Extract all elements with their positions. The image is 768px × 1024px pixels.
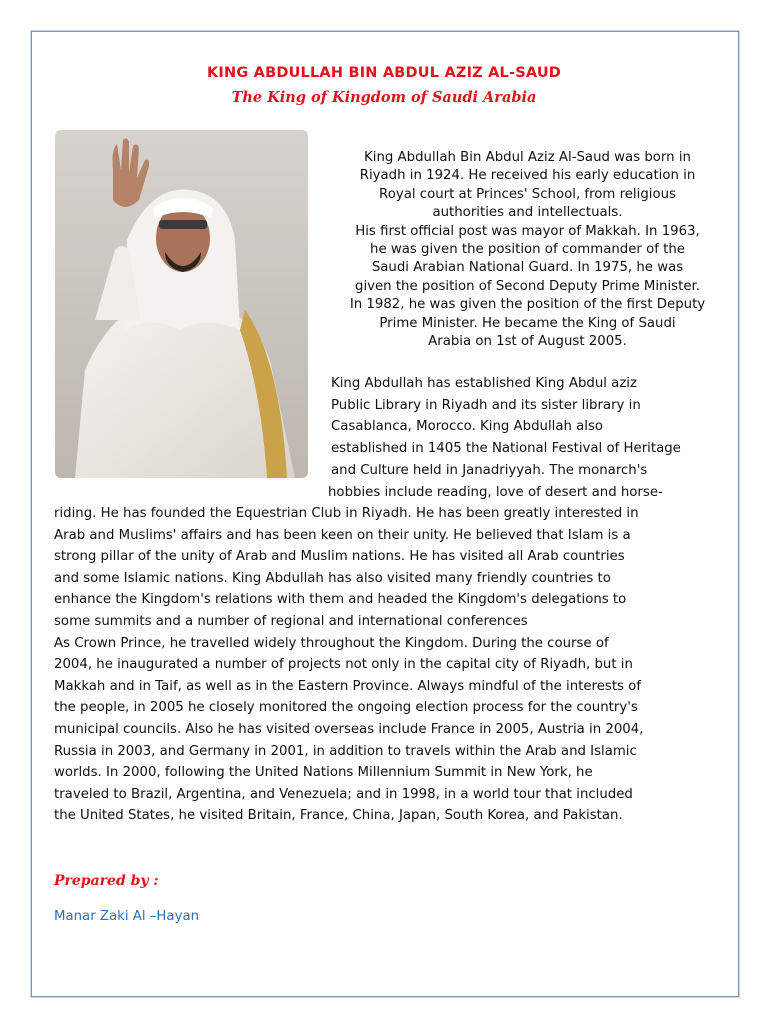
author-name: Manar Zaki Al –Hayan [54,909,200,924]
intro-line: Royal court at Princes' School, from religious [379,186,676,202]
body-line: 2004, he inaugurated a number of projects not only in the capital city of Riyadh, but in [54,657,633,673]
document-subtitle: The King of Kingdom of Saudi Arabia [231,89,537,106]
body-line: As Crown Prince, he travelled widely throughout the Kingdom. During the course of [54,635,609,651]
intro-line: In 1982, he was given the position of the first Deputy [349,297,706,313]
body-line: Russia in 2003, and Germany in 2001, in addition to travels within the Arab and Islamic [54,743,637,759]
body-line: some summits and a number of regional and international conferences [54,613,528,629]
intro-line: Arabia on 1st of August 2005. [428,334,627,350]
intro-paragraph [330,149,725,351]
portrait-illustration [55,130,308,478]
portrait-photo [55,130,308,478]
body-line: strong pillar of the unity of Arab and Muslim nations. He has visited all Arab countries [54,549,625,565]
intro-line: Saudi Arabian National Guard. In 1975, he was [371,260,684,276]
document-title: KING ABDULLAH BIN ABDUL AZIZ AL-SAUD [206,65,562,81]
body-line: the people, in 2005 he closely monitored the ongoing election process for the country's [54,700,638,716]
body-line: Arab and Muslims' affairs and has been keen on their unity. He believed that Islam is a [54,527,631,543]
library-paragraph [328,373,731,503]
body-line: the United States, he visited Britain, France, China, Japan, South Korea, and Pakistan. [54,808,623,824]
body-line: Public Library in Riyadh and its sister library in [331,397,641,413]
intro-line: Prime Minister. He became the King of Saudi [379,315,676,331]
intro-line: given the position of Second Deputy Prime Minister. [355,278,700,294]
intro-line: His first official post was mayor of Makkah. In 1963, [355,223,700,239]
body-line: hobbies include reading, love of desert and horse- [328,484,663,500]
intro-line: authorities and intellectuals. [432,205,623,221]
body-line: Casablanca, Morocco. King Abdullah also [331,419,604,435]
prepared-by-label: Prepared by : [54,873,159,889]
body-line: Makkah and in Taif, as well as in the Eastern Province. Always mindful of the interests of [54,678,641,694]
body-line: riding. He has founded the Equestrian Club in Riyadh. He has been greatly interested in [54,506,639,521]
intro-line: he was given the position of commander of the [370,242,685,258]
body-line: King Abdullah has established King Abdul aziz [331,376,637,391]
body-line: worlds. In 2000, following the United Nations Millennium Summit in New York, he [54,765,593,781]
intro-line: Riyadh in 1924. He received his early education in [359,168,696,184]
intro-line: King Abdullah Bin Abdul Aziz Al-Saud was born in [364,150,691,165]
body-line: and some Islamic nations. King Abdullah has also visited many friendly countries to [54,570,611,586]
main-paragraph [54,503,714,827]
body-line: traveled to Brazil, Argentina, and Venezuela; and in 1998, in a world tour that included [54,786,633,802]
body-line: enhance the Kingdom's relations with them and headed the Kingdom's delegations to [54,592,627,608]
body-line: municipal councils. Also he has visited overseas include France in 2005, Austria in 2004, [54,721,644,737]
body-line: established in 1405 the National Festival of Heritage [331,441,681,457]
body-line: and Culture held in Janadriyyah. The monarch's [331,462,648,478]
